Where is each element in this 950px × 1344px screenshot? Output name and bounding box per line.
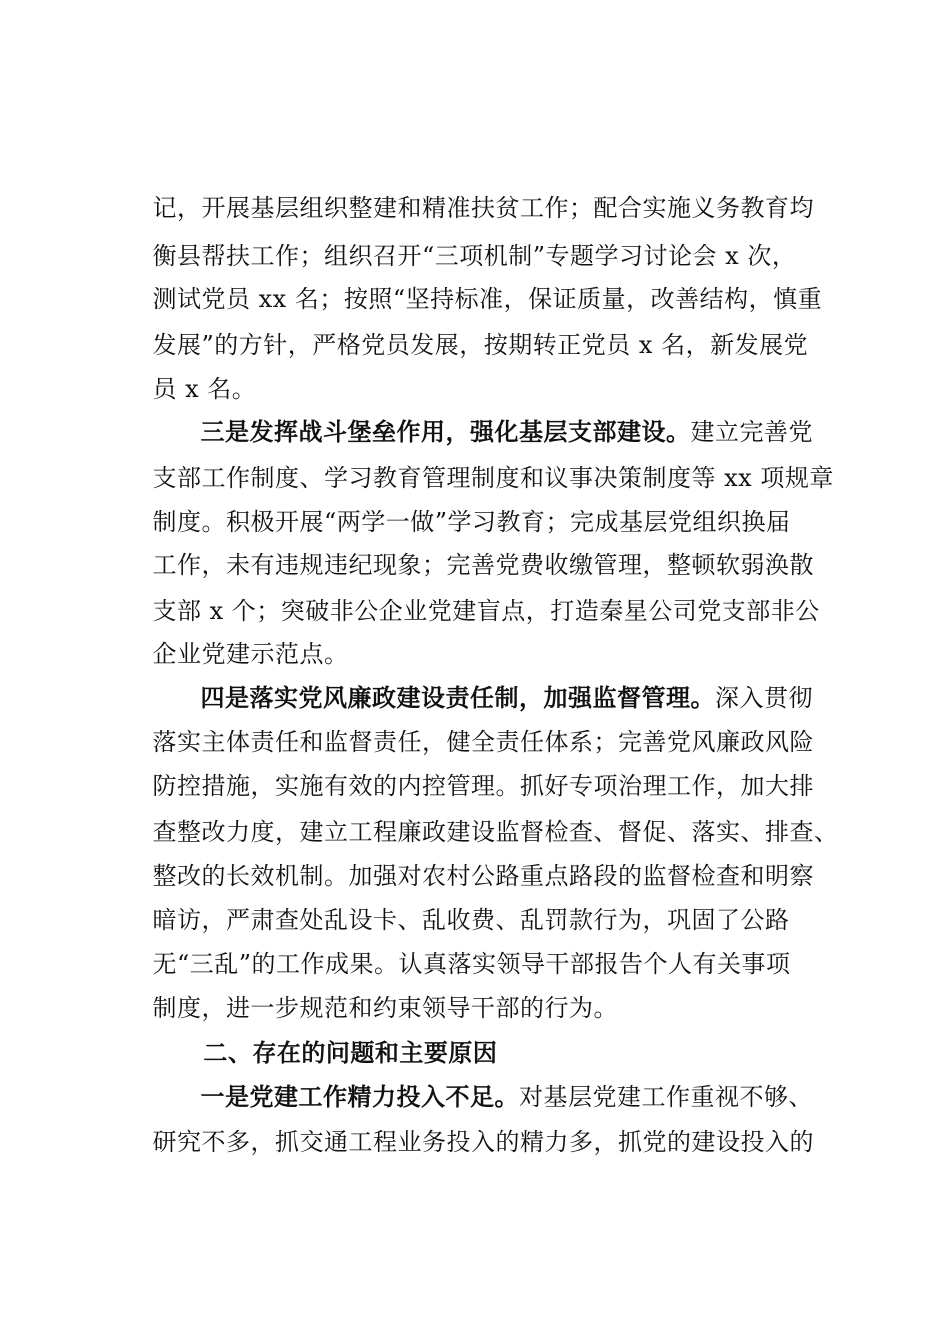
text-line [120, 453, 950, 536]
line-text: 员 x 名。 [152, 375, 257, 403]
line-text: 查整改力度，建立工程廉政建设监督检查、督促、落实、排查、 [152, 818, 839, 846]
text-line [120, 496, 950, 579]
line-text: 制度。积极开展“两学一做”学习教育；完成基层党组织换届 [152, 508, 791, 536]
line-text: 记，开展基层组织整建和精准扶贫工作；配合实施义务教育均 [152, 194, 815, 222]
line-text: 企业党建示范点。 [152, 640, 349, 668]
line-text: 暗访，严肃查处乱设卡、乱收费、乱罚款行为，巩固了公路 [152, 906, 790, 934]
text-line [120, 139, 950, 222]
line-text: 建立完善党 [690, 418, 814, 446]
line-text: 发展”的方针，严格党员发展，按期转正党员 x 名，新发展党 [152, 331, 809, 359]
line-text: 防控措施，实施有效的内控管理。抓好专项治理工作，加大排 [152, 772, 815, 800]
line-text: 工作，未有违规违纪现象；完善党费收缴管理，整顿软弱涣散 [152, 551, 815, 579]
text-line [120, 542, 950, 625]
line-text: 支部 x 个；突破非公企业党建盲点，打造秦星公司党支部非公 [152, 597, 820, 625]
text-line [120, 230, 950, 313]
text-line [120, 585, 950, 668]
text-line [120, 807, 950, 890]
line-text: 落实主体责任和监督责任，健全责任体系；完善党风廉政风险 [152, 728, 815, 756]
text-line [120, 320, 950, 403]
paragraph-start-line [168, 629, 950, 712]
line-text: 制度，进一步规范和约束领导干部的行为。 [152, 994, 619, 1022]
paragraph-start-line [168, 363, 950, 446]
text-line [120, 673, 950, 756]
paragraph-start-line [168, 1028, 950, 1111]
line-text: 测试党员 xx 名；按照“坚持标准，保证质量，改善结构，慎重 [152, 285, 823, 313]
bold-lead-text: 四是落实党风廉政建设责任制，加强监督管理。 [200, 683, 716, 712]
line-text: 支部工作制度、学习教育管理制度和议事决策制度等 xx 项规章 [152, 464, 834, 492]
line-text: 研究不多，抓交通工程业务投入的精力多，抓党的建设投入的 [152, 1128, 815, 1156]
line-text: 对基层党建工作重视不够、 [519, 1083, 814, 1111]
text-line [120, 717, 950, 800]
bold-lead-text: 一是党建工作精力投入不足。 [200, 1082, 520, 1111]
text-line [120, 1073, 950, 1156]
text-line [120, 276, 950, 359]
text-line [120, 187, 950, 270]
section-heading [168, 984, 950, 1067]
text-line [120, 851, 950, 934]
heading-text: 二、存在的问题和主要原因 [203, 1039, 498, 1067]
line-text: 衡县帮扶工作；组织召开“三项机制”专题学习讨论会 x 次， [152, 242, 797, 270]
text-line [120, 409, 950, 492]
text-line [120, 895, 950, 978]
line-text: 无“三乱”的工作成果。认真落实领导干部报告个人有关事项 [152, 950, 791, 978]
line-text: 整改的长效机制。加强对农村公路重点路段的监督检查和明察 [152, 862, 815, 890]
text-line [120, 939, 950, 1022]
text-line [120, 763, 950, 846]
bold-lead-text: 三是发挥战斗堡垒作用，强化基层支部建设。 [200, 417, 691, 446]
line-text: 深入贯彻 [715, 684, 814, 712]
